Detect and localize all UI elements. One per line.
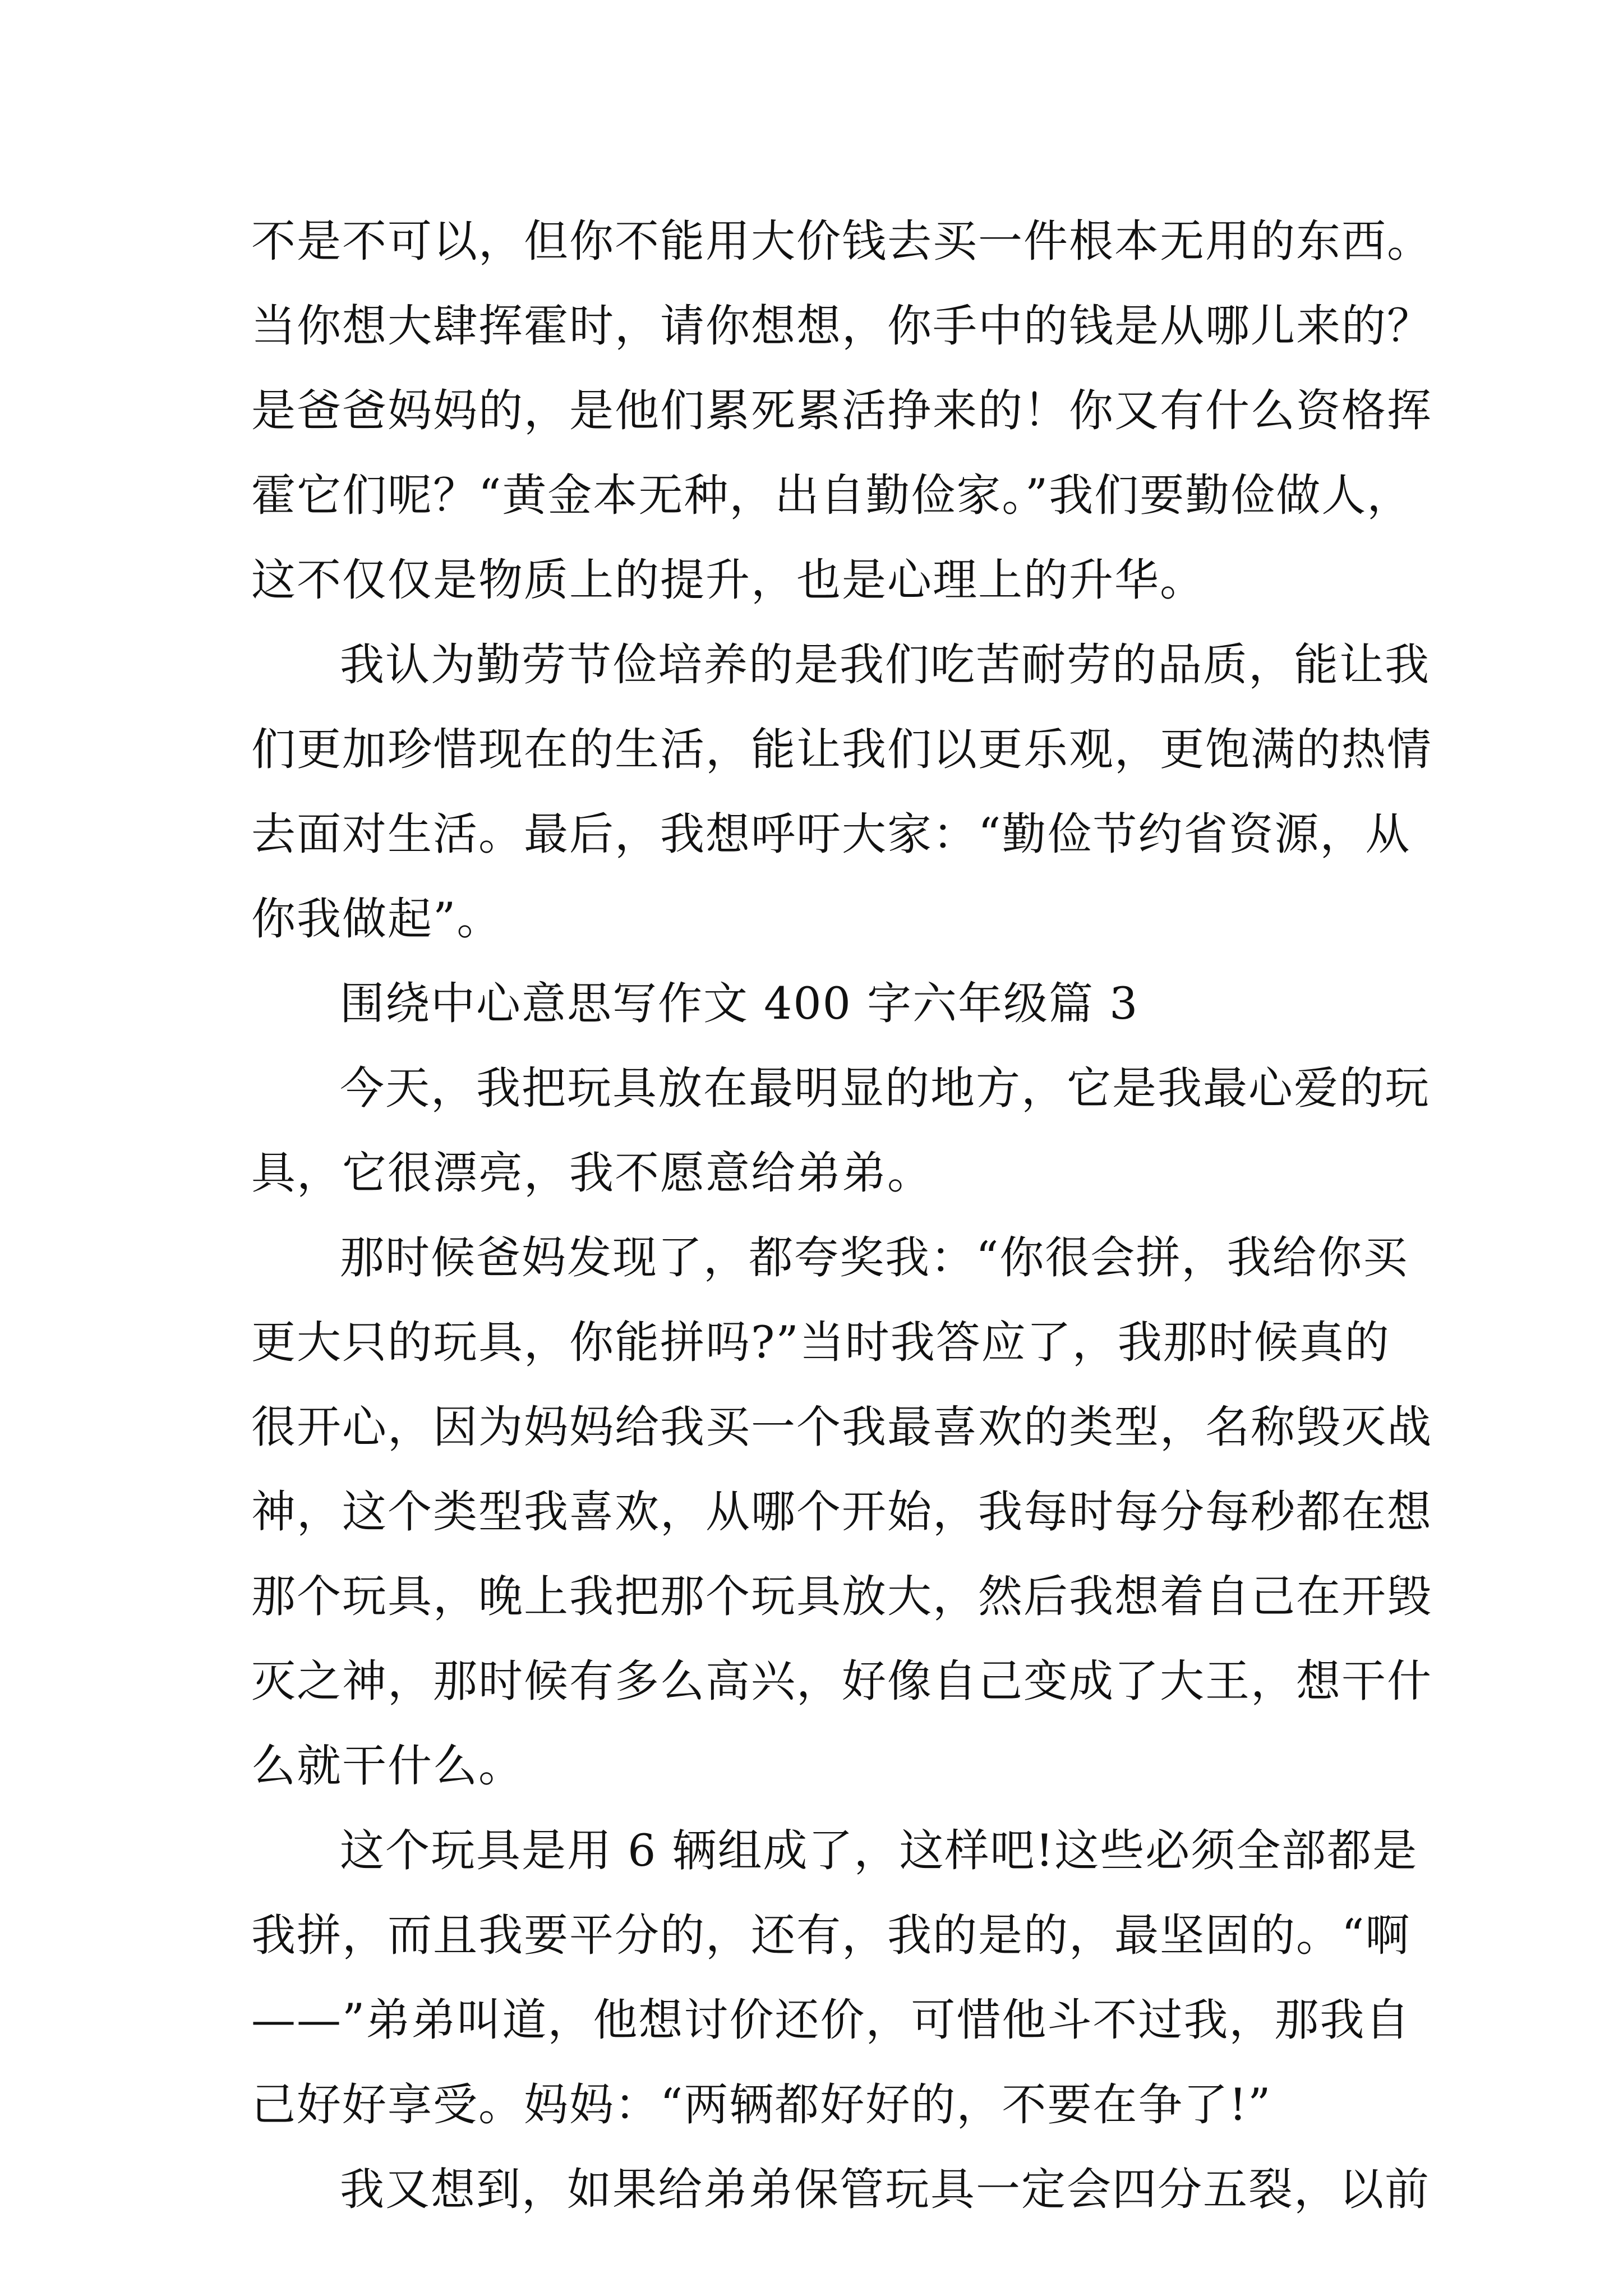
text-line: 那个玩具，晚上我把那个玩具放大，然后我想着自己在开毁 [251, 1571, 1432, 1622]
text-line: 你我做起”。 [251, 893, 502, 945]
text-line: 霍它们呢？“黄金本无种，出自勤俭家。”我们要勤俭做人， [251, 470, 1413, 521]
text-line: 围绕中心意思写作文 400 字六年级篇 3 [340, 978, 1139, 1029]
text-line: 今天，我把玩具放在最明显的地方，它是我最心爱的玩 [340, 1062, 1430, 1114]
text-line: 己好好享受。妈妈：“两辆都好好的，不要在争了!” [251, 2079, 1272, 2131]
text-line: 那时候爸妈发现了，都夸奖我：“你很会拼，我给你买 [340, 1232, 1409, 1283]
text-line: 去面对生活。最后，我想呼吁大家：“勤俭节约省资源，从 [251, 808, 1411, 860]
text-line: 具，它很漂亮，我不愿意给弟弟。 [251, 1147, 933, 1199]
text-line: 当你想大肆挥霍时，请你想想，你手中的钱是从哪儿来的？ [251, 300, 1432, 352]
text-line: 们更加珍惜现在的生活，能让我们以更乐观，更饱满的热情 [251, 724, 1432, 775]
text-line: 我又想到，如果给弟弟保管玩具一定会四分五裂，以前 [340, 2164, 1430, 2215]
text-line: 我认为勤劳节俭培养的是我们吃苦耐劳的品质，能让我 [340, 639, 1430, 691]
text-line: 很开心，因为妈妈给我买一个我最喜欢的类型，名称毁灭战 [251, 1401, 1432, 1453]
text-line: ——”弟弟叫道，他想讨价还价，可惜他斗不过我，那我自 [251, 1994, 1411, 2046]
document-body [251, 199, 1432, 2232]
text-line: 神，这个类型我喜欢，从哪个开始，我每时每分每秒都在想 [251, 1486, 1432, 1538]
text-line: 么就干什么。 [251, 1740, 524, 1792]
text-line: 这个玩具是用 6 辆组成了，这样吧!这些必须全部都是 [340, 1825, 1418, 1876]
text-line: 灭之神，那时候有多么高兴，好像自己变成了大王，想干什 [251, 1655, 1432, 1707]
text-line: 更大只的玩具，你能拼吗?”当时我答应了，我那时候真的 [251, 1317, 1390, 1368]
text-line: 是爸爸妈妈的，是他们累死累活挣来的！你又有什么资格挥 [251, 385, 1432, 436]
text-line: 不是不可以，但你不能用大价钱去买一件根本无用的东西。 [251, 215, 1432, 267]
text-line: 这不仅仅是物质上的提升，也是心理上的升华。 [251, 554, 1205, 606]
text-line: 我拼，而且我要平分的，还有，我的是的，最坚固的。“啊 [251, 1910, 1411, 1961]
